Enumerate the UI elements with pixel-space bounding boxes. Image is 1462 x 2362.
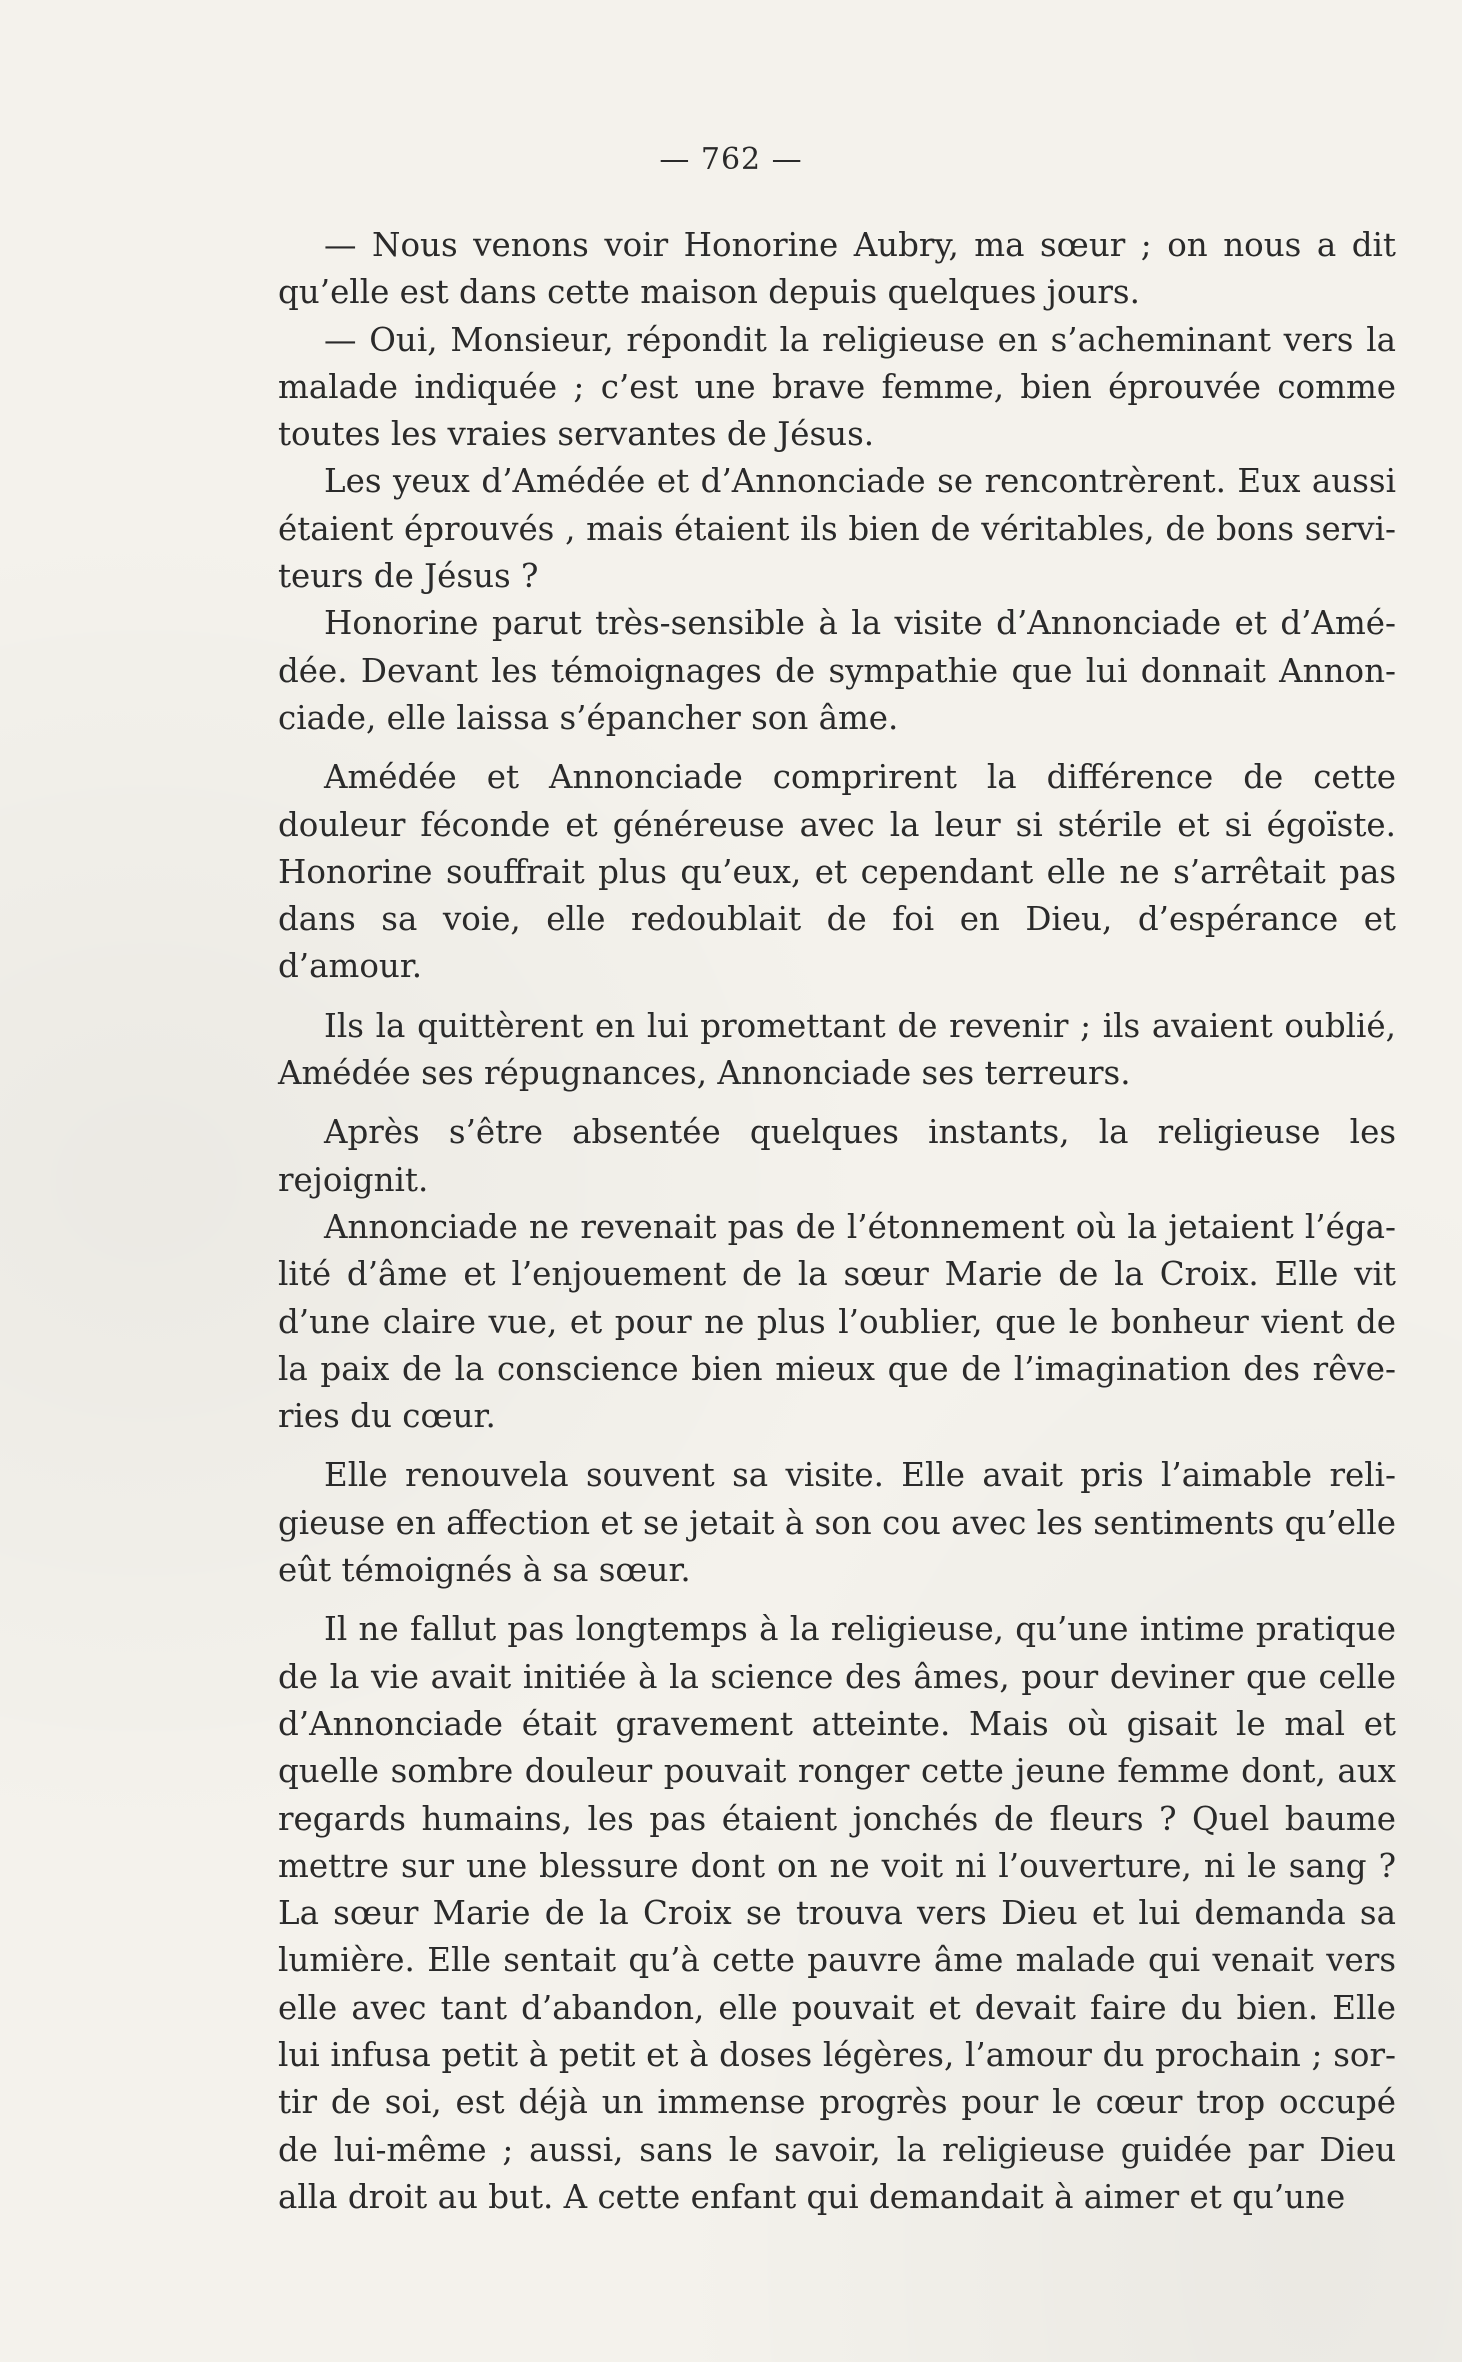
paragraph: Il ne fallut pas longtemps à la religieuse, qu’une intime pratique de la vie avait initiée à la science des âmes, pour deviner que celle d’Annonciade était gravement atteinte. Mais où gisait le mal et quelle sombre douleur pouvait ronger cette jeune femme dont, aux regards humains, les pas étaient jonchés de fleurs ? Quel baume mettre sur une blessure dont on ne voit ni l’ouverture, ni le sang ? La sœur Marie de la Croix se trouva vers Dieu et lui demanda sa lumière. Elle sentait qu’à cette pauvre âme malade qui venait vers elle avec tant d’abandon, elle pouvait et devait faire du bien. Elle lui infusa petit à petit et à doses légères, l’amour du prochain ; sortir de soi, est déjà un immense progrès pour le cœur trop occupé de lui-même ; aussi, sans le savoir, la religieuse guidée par Dieu alla droit au but. A cette enfant qui demandait à aimer et qu’une <box>278 1610 1396 2216</box>
paragraph: Amédée et Annonciade comprirent la différence de cette douleur féconde et généreuse avec la leur si stérile et si égoïste. Honorine souffrait plus qu’eux, et cependant elle ne s’arrêtait pas dans sa voie, elle redoublait de foi en Dieu, d’espérance et d’amour. <box>278 758 1396 986</box>
paragraph: Ils la quittèrent en lui promettant de revenir ; ils avaient oublié, Amédée ses répugnances, Annonciade ses terreurs. <box>278 1006 1396 1093</box>
page-number: — 762 — <box>659 142 803 177</box>
paragraph: Annonciade ne revenait pas de l’étonnement où la jetaient l’égalité d’âme et l’enjouement de la sœur Marie de la Croix. Elle vit d’une claire vue, et pour ne plus l’oublier, que le bonheur vient de la paix de la conscience bien mieux que de l’imagination des rêveries du cœur. <box>278 1207 1396 1436</box>
body-text <box>278 222 1396 2221</box>
paragraph: Honorine parut très-sensible à la visite d’Annonciade et d’Amédée. Devant les témoignages de sympathie que lui donnait Annonciade, elle laissa s’épancher son âme. <box>278 604 1396 737</box>
paragraph: — Nous venons voir Honorine Aubry, ma sœur ; on nous a dit qu’elle est dans cette maison depuis quelques jours. <box>278 226 1396 312</box>
paragraph: Après s’être absentée quelques instants, la religieuse les rejoignit. <box>278 1113 1396 1199</box>
paragraph: Elle renouvela souvent sa visite. Elle avait pris l’aimable religieuse en affection et se jetait à son cou avec les sentiments qu’elle eût témoignés à sa sœur. <box>278 1456 1396 1590</box>
paragraph: Les yeux d’Amédée et d’Annonciade se rencontrèrent. Eux aussi étaient éprouvés , mais étaient ils bien de véritables, de bons serviteurs de Jésus ? <box>278 462 1396 596</box>
paragraph: — Oui, Monsieur, répondit la religieuse en s’acheminant vers la malade indiquée ; c’est une brave femme, bien éprouvée comme toutes les vraies servantes de Jésus. <box>278 320 1396 454</box>
